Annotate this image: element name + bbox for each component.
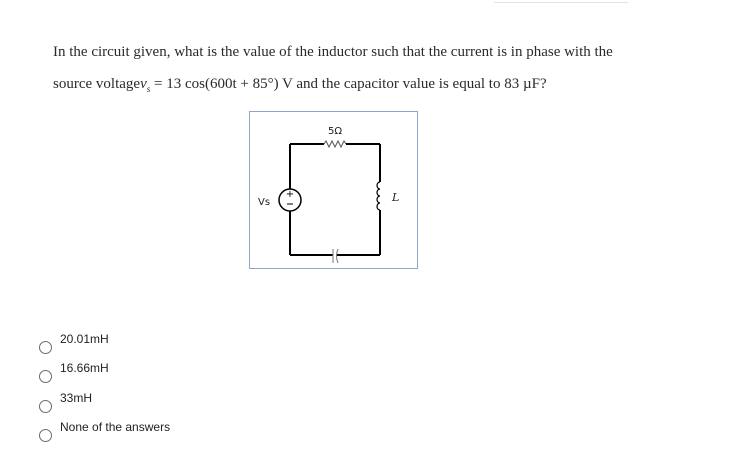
option-4[interactable]: [39, 420, 239, 440]
voltage-variable: v: [140, 76, 147, 92]
resistor-symbol: [324, 141, 346, 147]
option-3[interactable]: [39, 391, 239, 411]
circuit-diagram: [249, 111, 418, 269]
source-plus-sign: +: [285, 189, 295, 200]
source-label: Vs: [258, 197, 271, 208]
question-line-2: [53, 68, 713, 105]
radio-button[interactable]: [39, 400, 52, 413]
inductor-label: L: [392, 191, 400, 204]
top-divider: [494, 2, 628, 3]
option-label[interactable]: 33mH: [60, 391, 93, 405]
option-label[interactable]: None of the answers: [60, 420, 171, 434]
question-line-2-suffix: and the capacitor value is equal to 83 µF?: [292, 76, 547, 92]
question-line-1: In the circuit given, what is the value of the inductor such that the current is in phase with the: [53, 44, 613, 60]
resistor-label: 5Ω: [327, 126, 343, 137]
option-label[interactable]: 20.01mH: [60, 332, 109, 346]
option-label[interactable]: 16.66mH: [60, 361, 109, 375]
option-2[interactable]: [39, 361, 239, 381]
radio-button[interactable]: [39, 341, 52, 354]
inductor-symbol: [377, 182, 380, 210]
option-1[interactable]: [39, 332, 239, 352]
voltage-subscript: s: [146, 84, 151, 94]
radio-button[interactable]: [39, 370, 52, 383]
question-line-2-prefix: source voltage: [53, 76, 141, 92]
voltage-equation: = 13 cos(600t + 85°) V: [150, 76, 293, 92]
radio-button[interactable]: [39, 429, 52, 442]
circuit-svg: [250, 112, 419, 270]
question-text: [53, 36, 713, 105]
